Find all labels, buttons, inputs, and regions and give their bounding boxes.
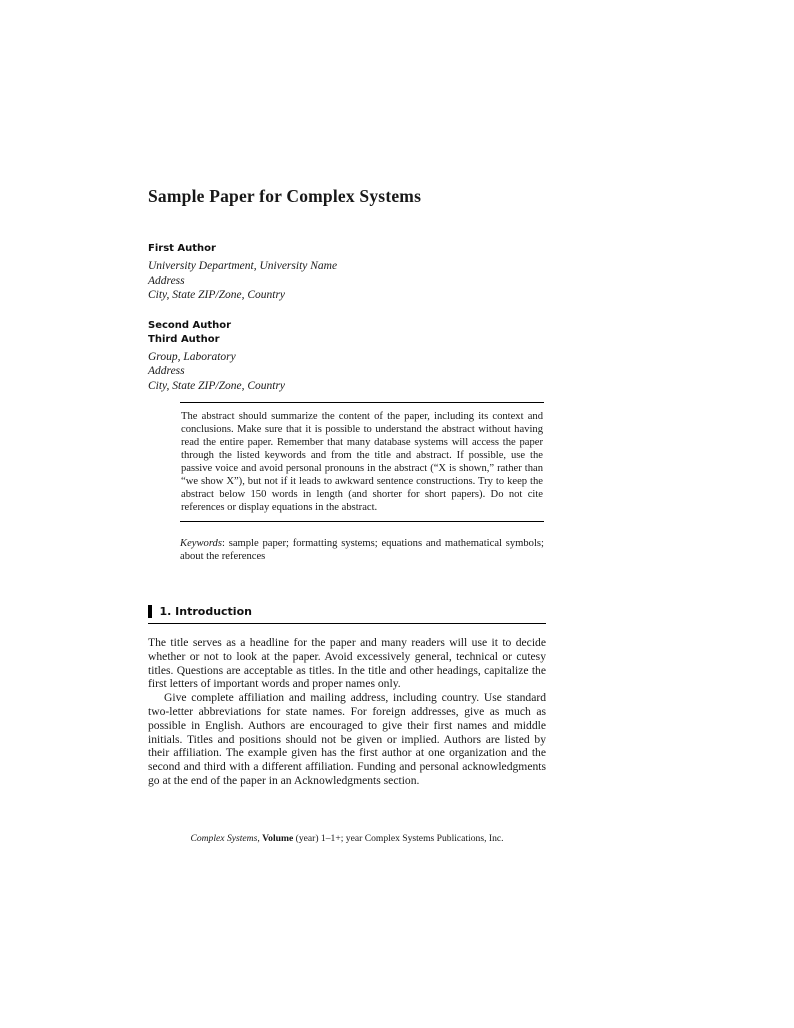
keywords-line [180, 537, 544, 563]
footer-separator: , [257, 832, 263, 844]
affiliation-line: Address [148, 274, 185, 287]
keywords-label: Keywords [180, 538, 222, 549]
section-marker-bar [148, 605, 152, 618]
author-block-second [148, 319, 546, 394]
author-name: Third Author [148, 333, 220, 345]
affiliation-line: City, State ZIP/Zone, Country [148, 289, 286, 301]
author-name: First Author [148, 243, 216, 254]
footer-journal-name: Complex Systems [190, 832, 258, 844]
affiliation-line: Group, Laboratory [148, 350, 236, 363]
affiliation-line: University Department, University Name [148, 260, 338, 272]
author-affiliation-group [148, 259, 546, 303]
author-affiliation-group [148, 350, 546, 394]
body-paragraph: Give complete affiliation and mailing address, including country. Use standard two-letter abbreviations for state names. For foreign addresses, give as much as possible in English. Authors are encouraged to give their first names and middle initials. Titles and positions should not be given or implied. Authors are listed by their affiliation. The example given has the first author at one organization and the second and third with a different affiliation. Funding and personal acknowledgments go at the end of the paper in an Acknowledgments section. [148, 691, 546, 787]
abstract-block [180, 402, 544, 522]
paper-content-column [148, 0, 546, 845]
paper-title: Sample Paper for Complex Systems [148, 186, 422, 206]
author-name: Second Author [148, 319, 232, 331]
journal-footer [148, 833, 546, 845]
affiliation-line: Address [148, 365, 185, 377]
author-block-first [148, 242, 546, 303]
abstract-text: The abstract should summarize the content of the paper, including its context and conclusions. Make sure that it is possible to understand the abstract without having read the entire paper. Remember that many database systems will access the paper through the listed keywords and from the title and abstract. If possible, use the passive voice and avoid personal pronouns in the abstract (“X is shown,” rather than “we show X”), but not if it leads to awkward sentence constructions. Try to keep the abstract below 150 words in length (and shorter for short papers). Do not cite references or display equations in the abstract. [181, 411, 543, 513]
footer-rest: (year) 1–1+; year Complex Systems Publications, Inc. [293, 832, 504, 844]
section-title: 1. Introduction [159, 605, 252, 618]
footer-volume-label: Volume [262, 832, 294, 844]
section-heading-introduction [148, 605, 546, 624]
affiliation-line: City, State ZIP/Zone, Country [148, 379, 286, 392]
keywords-text: : sample paper; formatting systems; equations and mathematical symbols; about the references [180, 538, 544, 562]
body-paragraph: The title serves as a headline for the paper and many readers will use it to decide whether or not to look at the paper. Avoid excessively general, technical or cutesy titles. Questions are acceptable as titles. In the title and other headings, capitalize the first letters of important words and proper names only. [148, 636, 546, 691]
